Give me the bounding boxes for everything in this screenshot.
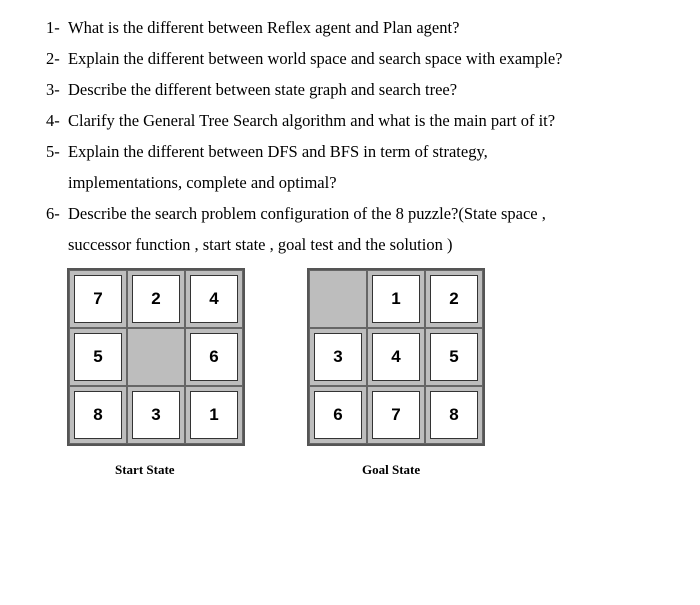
puzzle-cell — [185, 328, 243, 386]
puzzle-cell — [425, 328, 483, 386]
question-1 — [46, 18, 686, 49]
puzzle-cell — [309, 270, 367, 328]
blank-tile — [314, 275, 362, 323]
question-text: Explain the different between DFS and BFS in term of strategy, — [68, 142, 488, 161]
question-number: 6- — [46, 204, 60, 223]
puzzle-cell — [425, 270, 483, 328]
goal-state-caption: Goal State — [362, 462, 421, 477]
puzzle-tile: 7 — [372, 391, 420, 439]
question-number: 5- — [46, 142, 60, 161]
goal-state-puzzle — [307, 268, 485, 446]
question-2 — [46, 49, 686, 80]
puzzle-tile: 6 — [314, 391, 362, 439]
puzzle-tile: 5 — [74, 333, 122, 381]
question-text: Clarify the General Tree Search algorithm and what is the main part of it? — [68, 111, 556, 130]
puzzle-tile: 5 — [430, 333, 478, 381]
question-3 — [46, 80, 686, 111]
puzzle-cell — [185, 386, 243, 444]
puzzle-cell — [127, 270, 185, 328]
question-4 — [46, 111, 686, 142]
question-5 — [46, 142, 686, 173]
puzzle-cell — [367, 328, 425, 386]
puzzle-tile: 3 — [132, 391, 180, 439]
puzzle-tile: 1 — [372, 275, 420, 323]
puzzle-cell — [127, 386, 185, 444]
question-6 — [46, 204, 686, 235]
question-number: 1- — [46, 18, 60, 37]
question-number: 2- — [46, 49, 60, 68]
puzzle-tile: 4 — [190, 275, 238, 323]
question-number: 4- — [46, 111, 60, 130]
blank-tile — [132, 333, 180, 381]
puzzle-cell — [367, 386, 425, 444]
puzzle-cell — [425, 386, 483, 444]
puzzle-cell — [367, 270, 425, 328]
puzzle-tile: 2 — [132, 275, 180, 323]
puzzle-tile: 8 — [430, 391, 478, 439]
puzzle-tile: 2 — [430, 275, 478, 323]
start-state-caption: Start State — [115, 462, 175, 477]
question-6-continuation: successor function , start state , goal test and the solution ) — [68, 235, 453, 254]
question-text: What is the different between Reflex agent and Plan agent? — [68, 18, 460, 37]
puzzle-cell — [309, 328, 367, 386]
start-state-puzzle — [67, 268, 245, 446]
puzzle-tile: 7 — [74, 275, 122, 323]
question-number: 3- — [46, 80, 60, 99]
puzzle-tile: 6 — [190, 333, 238, 381]
puzzle-cell — [69, 386, 127, 444]
puzzle-cell — [69, 270, 127, 328]
puzzle-tile: 3 — [314, 333, 362, 381]
puzzle-cell — [309, 386, 367, 444]
question-list — [46, 18, 686, 266]
puzzle-cell — [185, 270, 243, 328]
question-text: Describe the search problem configuration of the 8 puzzle?(State space , — [68, 204, 546, 223]
puzzle-tile: 8 — [74, 391, 122, 439]
question-text: Explain the different between world space and search space with example? — [68, 49, 563, 68]
question-5-continuation: implementations, complete and optimal? — [68, 173, 337, 192]
puzzle-cell — [127, 328, 185, 386]
puzzle-tile: 4 — [372, 333, 420, 381]
puzzle-tile: 1 — [190, 391, 238, 439]
puzzle-cell — [69, 328, 127, 386]
question-text: Describe the different between state graph and search tree? — [68, 80, 458, 99]
